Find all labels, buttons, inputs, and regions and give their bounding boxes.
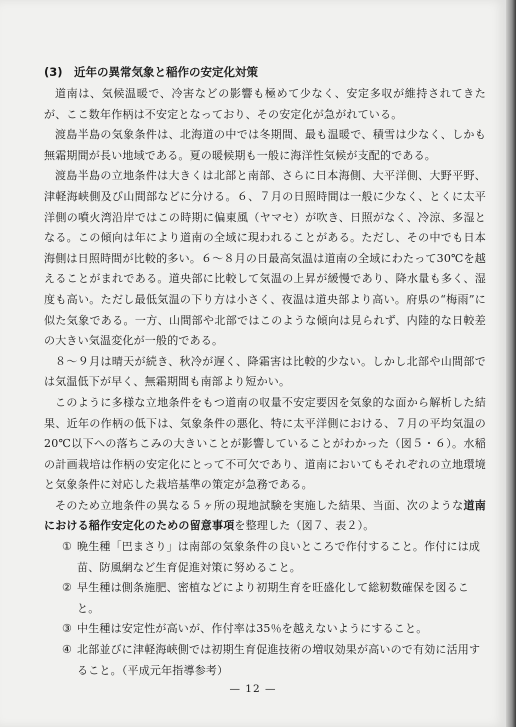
list-item-text: 北部並びに津軽海峡側では初期生育促進技術の増収効果が高いので有効に活用すること。（平成元年指導参考）	[77, 643, 481, 677]
page-number: — 12 —	[229, 683, 277, 695]
paragraph-6-emphasis: 道南における稲作安定化のための留意事項	[44, 498, 486, 533]
list-marker: ②	[62, 581, 73, 595]
paragraph-3: 渡島半島の立地条件は大きくは北部と南部、さらに日本海側、大平洋側、大野平野、津軽海峡側及び山間部などに分ける。６、７月の日照時間は一般に少なく、とくに太平洋側の噴火湾沿岸ではこの時期に偏東風（ヤマセ）が吹き、日照がなく、冷涼、多湿となる。この傾向は年により道南の全域に現われることがある。ただし、その中でも日本海側は日照時間が比較的多い。６～８月の日最高気温は道南の全域にわたって30℃を越えることがまれである。道央部に比較して気温の上昇が緩慢であり、降水量も多く、湿度も高い。ただし最低気温の下り方は小さく、夜温は道央部より高い。府県の“梅雨”に似た気象である。一方、山間部や北部ではこのような傾向は見られず、内陸的な日較差の大きい気温変化が一般的である。	[44, 169, 486, 348]
paragraph-4: ８～９月は晴天が続き、秋冷が遅く、降霜害は比較的少ない。しかし北部や山間部では気温低下が早く、無霜期間も南部より短かい。	[44, 354, 486, 389]
list-item-text: 早生種は側条施肥、密植などにより初期生育を旺盛化して総籾数確保を図ること。	[77, 581, 469, 615]
list-item-text: 晩生種「巴まさり」は南部の気象条件の良いところで作付すること。作付には成苗、防風網など生育促進対策に努めること。	[77, 540, 481, 574]
list-item	[44, 619, 486, 640]
paragraph-1: 道南は、気候温暖で、冷害などの影響も極めて少なく、安定多収が維持されてきたが、ここ数年作柄は不安定となっており、その安定化が急がれている。	[44, 87, 486, 121]
paragraph-2: 渡島半島の気象条件は、北海道の中では冬期間、最も温暖で、積雪は少なく、しかも無霜期間が長い地域である。夏の暖候期も一般に海洋性気候が支配的である。	[44, 128, 486, 162]
page-edge-shadow	[506, 0, 516, 727]
list-item-text: 中生種は安定性が高いが、作付率は35％を越えないようにすること。	[77, 622, 428, 636]
paragraph-6-text: そのため立地条件の異なる５ヶ所の現地試験を実施した結果、当面、次のような	[55, 498, 464, 512]
list-marker: ①	[62, 540, 73, 554]
list-marker: ④	[62, 643, 73, 657]
paragraph-5: このように多様な立地条件をもつ道南の収量不安定要因を気象的な面から解析した結果、近年の作柄の低下は、気象条件の悪化、特に太平洋側における、７月の平均気温の20℃以下への落ちこみの大きいことが影響していることがわかった（図５・６）。水稲の計画栽培は作柄の安定化にとって不可欠であり、道南においてもそれぞれの立地環境と気象条件に対応した栽培基準の策定が急務である。	[44, 395, 486, 492]
paragraph-6-tail: を整理した（図７、表２）。	[234, 519, 375, 533]
list-marker: ③	[62, 622, 73, 636]
list-item	[44, 578, 486, 619]
recommendation-list	[44, 537, 486, 681]
list-item	[44, 640, 486, 681]
list-item	[44, 537, 486, 578]
page-content	[44, 62, 486, 681]
paragraph-6	[44, 496, 486, 537]
section-heading: (3) 近年の異常気象と稲作の安定化対策	[44, 65, 259, 79]
